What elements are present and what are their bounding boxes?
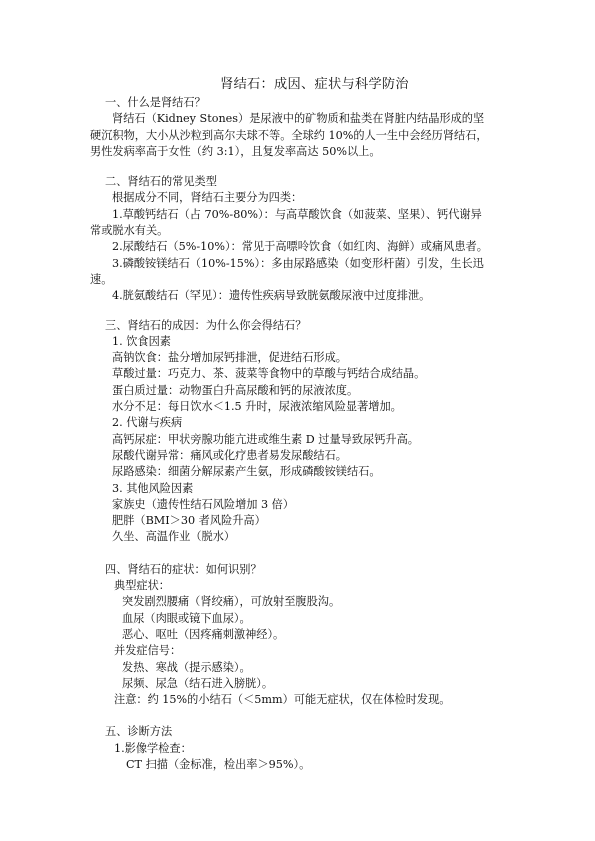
cause-item: 久坐、高温作业（脱水） [112,530,236,544]
symptoms-note: 注意：约 15%的小结石（＜5mm）可能无症状，仅在体检时发现。 [114,693,451,707]
section-heading-diagnosis: 五、诊断方法 [105,725,173,739]
cause-item: 高钠饮食：盐分增加尿钙排泄，促进结石形成。 [112,351,347,365]
diagnosis-ct-item: CT 扫描（金标准，检出率＞95%）。 [126,757,311,771]
cause-item: 水分不足：每日饮水＜1.5 升时，尿液浓缩风险显著增加。 [112,400,402,414]
cause-group-metabolic: 2. 代谢与疾病 [112,416,183,430]
type-item-cystine: 4.胱氨酸结石（罕见）：遗传性疾病导致胱氨酸尿液中过度排泄。 [112,289,431,303]
type-item-uric-acid: 2.尿酸结石（5%-10%）：常见于高嘌呤饮食（如红肉、海鲜）或痛风患者。 [112,240,488,254]
complication-item: 发热、寒战（提示感染）。 [122,660,251,674]
cause-item: 肥胖（BMI＞30 者风险升高） [112,514,266,528]
section-heading-what-is: 一、什么是肾结石？ [105,96,206,109]
cause-item: 蛋白质过量：动物蛋白升高尿酸和钙的尿液浓度。 [112,383,359,397]
symptom-item: 血尿（肉眼或镜下血尿）。 [122,611,251,625]
paragraph-line: 硬沉积物，大小从沙粒到高尔夫球不等。全球约 10%的人一生中会经历肾结石， [90,128,488,142]
symptoms-typical-label: 典型症状： [114,579,170,593]
section-heading-causes: 三、肾结石的成因：为什么你会得结石？ [105,318,307,332]
diagnosis-imaging-label: 1.影像学检查： [114,741,192,755]
cause-group-other: 3. 其他风险因素 [112,481,194,495]
symptom-item: 突发剧烈腰痛（肾绞痛），可放射至腹股沟。 [122,595,341,609]
paragraph-line: 肾结石（Kidney Stones）是尿液中的矿物质和盐类在肾脏内结晶形成的坚 [112,112,485,126]
cause-item: 尿酸代谢异常：痛风或化疗患者易发尿酸结石。 [112,448,347,462]
paragraph-line: 男性发病率高于女性（约 3:1），且复发率高达 50%以上。 [90,144,381,158]
cause-group-diet: 1. 饮食因素 [112,334,171,348]
page-title: 肾结石：成因、症状与科学防治 [220,77,409,92]
type-item-struvite: 3.磷酸铵镁结石（10%-15%）：多由尿路感染（如变形杆菌）引发，生长迅 [112,256,484,270]
cause-item: 高钙尿症：甲状旁腺功能亢进或维生素 D 过量导致尿钙升高。 [112,432,419,446]
type-item-calcium-oxalate-cont: 常或脱水有关。 [90,224,169,238]
type-item-struvite-cont: 速。 [90,272,113,286]
complication-item: 尿频、尿急（结石进入膀胱）。 [122,676,274,690]
section-heading-types: 二、肾结石的常见类型 [105,175,217,189]
section-heading-symptoms: 四、肾结石的症状：如何识别？ [105,562,262,576]
cause-item: 家族史（遗传性结石风险增加 3 倍） [112,497,295,511]
cause-item: 尿路感染：细菌分解尿素产生氨，形成磷酸铵镁结石。 [112,465,381,479]
symptom-item: 恶心、呕吐（因疼痛刺激神经）。 [122,627,285,641]
types-intro: 根据成分不同，肾结石主要分为四类： [112,191,303,205]
cause-item: 草酸过量：巧克力、茶、菠菜等食物中的草酸与钙结合成结晶。 [112,367,426,381]
type-item-calcium-oxalate: 1.草酸钙结石（占 70%-80%）：与高草酸饮食（如菠菜、坚果）、钙代谢异 [112,207,482,221]
complications-label: 并发症信号： [114,644,182,658]
